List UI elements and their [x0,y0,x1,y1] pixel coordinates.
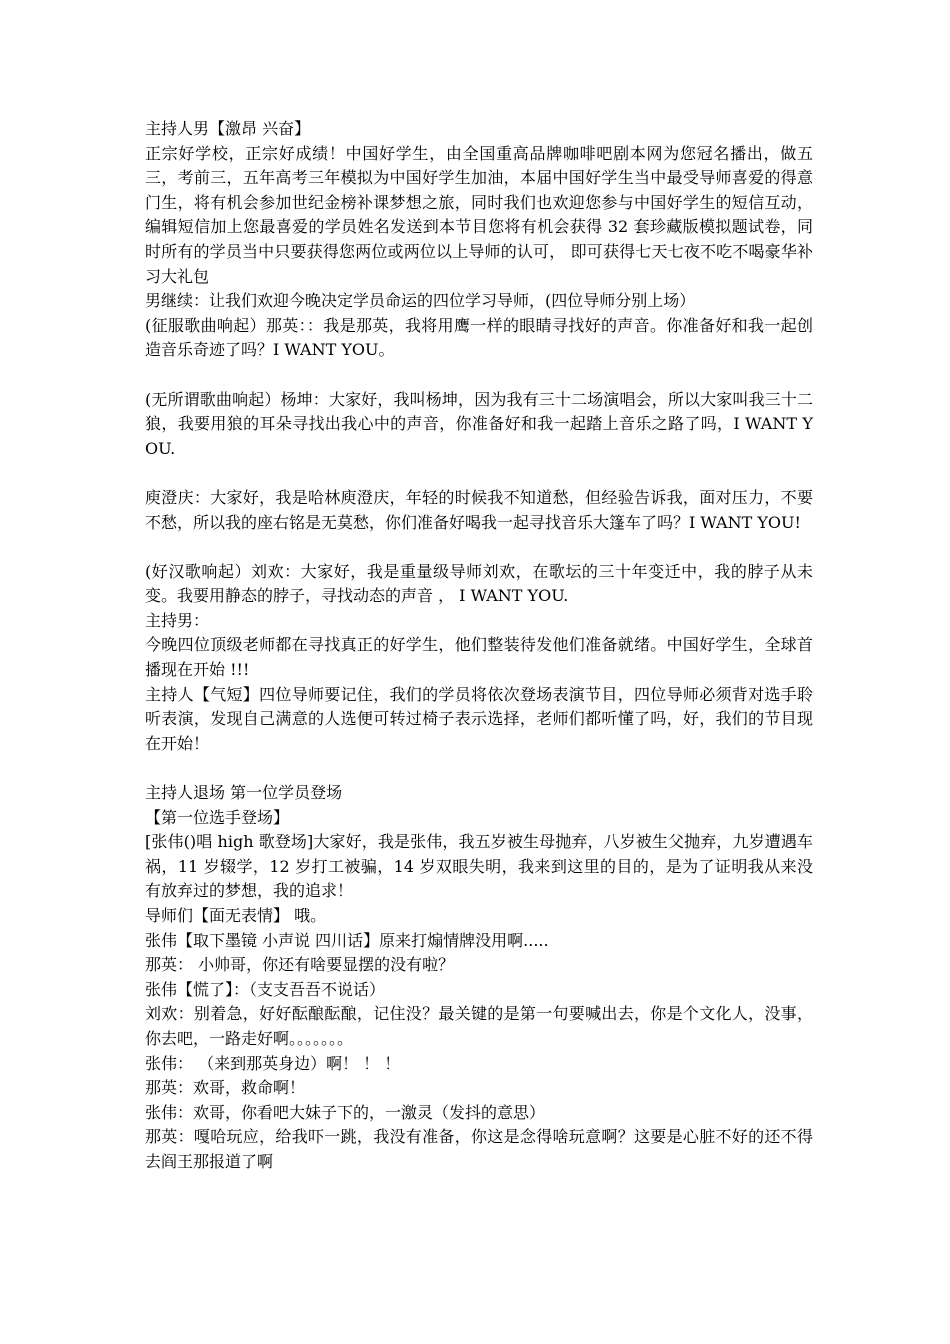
paragraph: 庾澄庆：大家好，我是哈林庾澄庆，年轻的时候我不知道愁，但经验告诉我，面对压力，不要不愁，所以我的座右铭是无莫愁，你们准备好喝我一起寻找音乐大篷车了吗？I WANT YOU! [145,487,813,532]
document-page [145,117,813,1175]
paragraph-spacer [145,535,813,560]
paragraph: 张伟： （来到那英身边）啊！ ！ ！ [145,1053,401,1073]
paragraph: 那英：嘎哈玩应，给我吓一跳，我没有准备，你这是念得啥玩意啊？这要是心脏不好的还不得去阎王那报道了啊 [145,1127,813,1171]
paragraph: 主持人【气短】四位导师要记住，我们的学员将依次登场表演节目，四位导师必须背对选手聆听表演，发现自己满意的人选便可转过椅子表示选择，老师们都听懂了吗，好，我们的节目现在开始！ [145,684,813,753]
paragraph: 男继续：让我们欢迎今晚决定学员命运的四位学习导师，(四位导师分别上场） [145,291,696,311]
paragraph: 那英：欢哥，救命啊！ [145,1078,306,1098]
paragraph: (好汉歌响起）刘欢：大家好，我是重量级导师刘欢，在歌坛的三十年变迁中，我的脖子从未变。我要用静态的脖子，寻找动态的声音 ， I WANT YOU. [145,561,813,606]
paragraph-spacer [145,363,813,388]
paragraph: 主持男： [145,610,210,630]
paragraph: 主持人男【激昂 兴奋】 [145,119,311,138]
paragraph: 张伟：欢哥，你看吧大妹子下的，一激灵（发抖的意思） [145,1102,546,1122]
paragraph: 【第一位选手登场】 [145,807,290,827]
paragraph: 今晚四位顶级老师都在寻找真正的好学生，他们整装待发他们准备就绪。中国好学生，全球首播现在开始 !!! [145,635,813,680]
paragraph-spacer [145,756,813,781]
paragraph: 刘欢：别着急，好好酝酿酝酿，记住没？最关键的是第一句要喊出去，你是个文化人，没事，你去吧，一路走好啊。。。。。。。 [145,1004,813,1048]
paragraph: 那英： 小帅哥，你还有啥要显摆的没有啦？ [145,955,455,975]
paragraph: [张伟()唱 high 歌登场]大家好，我是张伟，我五岁被生母抛弃，八岁被生父抛弃，九岁遭遇车祸，11 岁辍学，12 岁打工被骗，14 岁双眼失明，我来到这里的目的，是为了证明我从来没有放弃过的梦想，我的追求！ [145,832,813,901]
paragraph: 张伟【慌了】：（支支吾吾不说话） [145,979,386,999]
paragraph: (无所谓歌曲响起）杨坤：大家好，我叫杨坤，因为我有三十二场演唱会，所以大家叫我三十二狼，我要用狼的耳朵寻找出我心中的声音，你准备好和我一起踏上音乐之路了吗，I WANT YOU. [145,389,813,458]
paragraph: 正宗好学校，正宗好成绩！中国好学生，由全国重高品牌咖啡吧剧本网为您冠名播出，做五三，考前三，五年高考三年模拟为中国好学生加油，本届中国好学生当中最受导师喜爱的得意门生，将有机会参加世纪金榜补课梦想之旅，同时我们也欢迎您参与中国好学生的短信互动，编辑短信加上您最喜爱的学员姓名发送到本节目您将有机会获得 32 套珍藏版模拟题试卷，同时所有的学员当中只要获得您两位或两位以上导师的认可， 即可获得七天七夜不吃不喝豪华补习大礼包 [145,143,813,286]
paragraph: 张伟【取下墨镜 小声说 四川话】原来打煽情牌没用啊..... [145,930,549,950]
paragraph-spacer [145,461,813,486]
paragraph: 导师们【面无表情】 哦。 [145,906,327,925]
paragraph: (征服歌曲响起）那英：：我是那英，我将用鹰一样的眼睛寻找好的声音。你准备好和我一起创造音乐奇迹了吗？I WANT YOU。 [145,315,813,360]
paragraph: 主持人退场 第一位学员登场 [145,783,343,803]
